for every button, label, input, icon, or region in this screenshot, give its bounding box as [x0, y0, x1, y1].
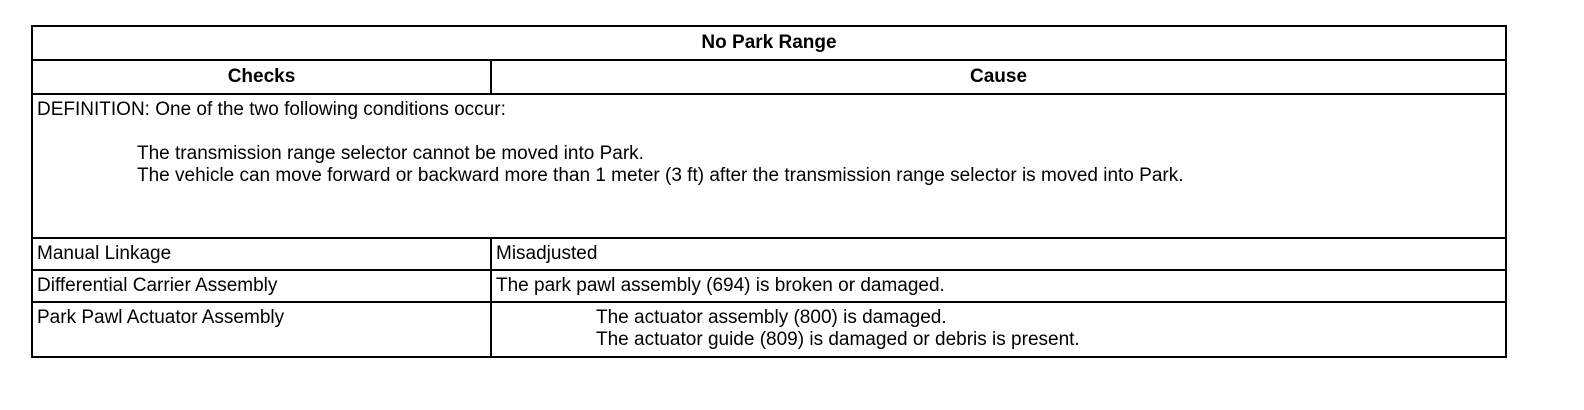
definition-lead: DEFINITION: One of the two following conditions occur: [37, 99, 506, 120]
definition-cell [32, 94, 1506, 238]
cause-cell: Misadjusted [491, 238, 1506, 270]
cause-cell [491, 302, 1506, 357]
check-cell: Differential Carrier Assembly [32, 270, 491, 302]
diagnostic-table [31, 25, 1507, 358]
definition-condition: The transmission range selector cannot be moved into Park. [137, 143, 644, 164]
table-row [32, 270, 1506, 302]
definition-condition: The vehicle can move forward or backward more than 1 meter (3 ft) after the transmission range selector is moved into Park. [137, 165, 1184, 186]
table-row [32, 302, 1506, 357]
header-row [32, 60, 1506, 94]
cause-cell: The park pawl assembly (694) is broken or damaged. [491, 270, 1506, 302]
table-title: No Park Range [32, 26, 1506, 60]
cause-item: The actuator guide (809) is damaged or debris is present. [596, 329, 1080, 350]
table-row [32, 238, 1506, 270]
definition-row [32, 94, 1506, 238]
check-cell: Park Pawl Actuator Assembly [32, 302, 491, 357]
cause-header: Cause [491, 60, 1506, 94]
check-cell: Manual Linkage [32, 238, 491, 270]
title-row [32, 26, 1506, 60]
cause-item: The actuator assembly (800) is damaged. [596, 307, 947, 328]
checks-header: Checks [32, 60, 491, 94]
